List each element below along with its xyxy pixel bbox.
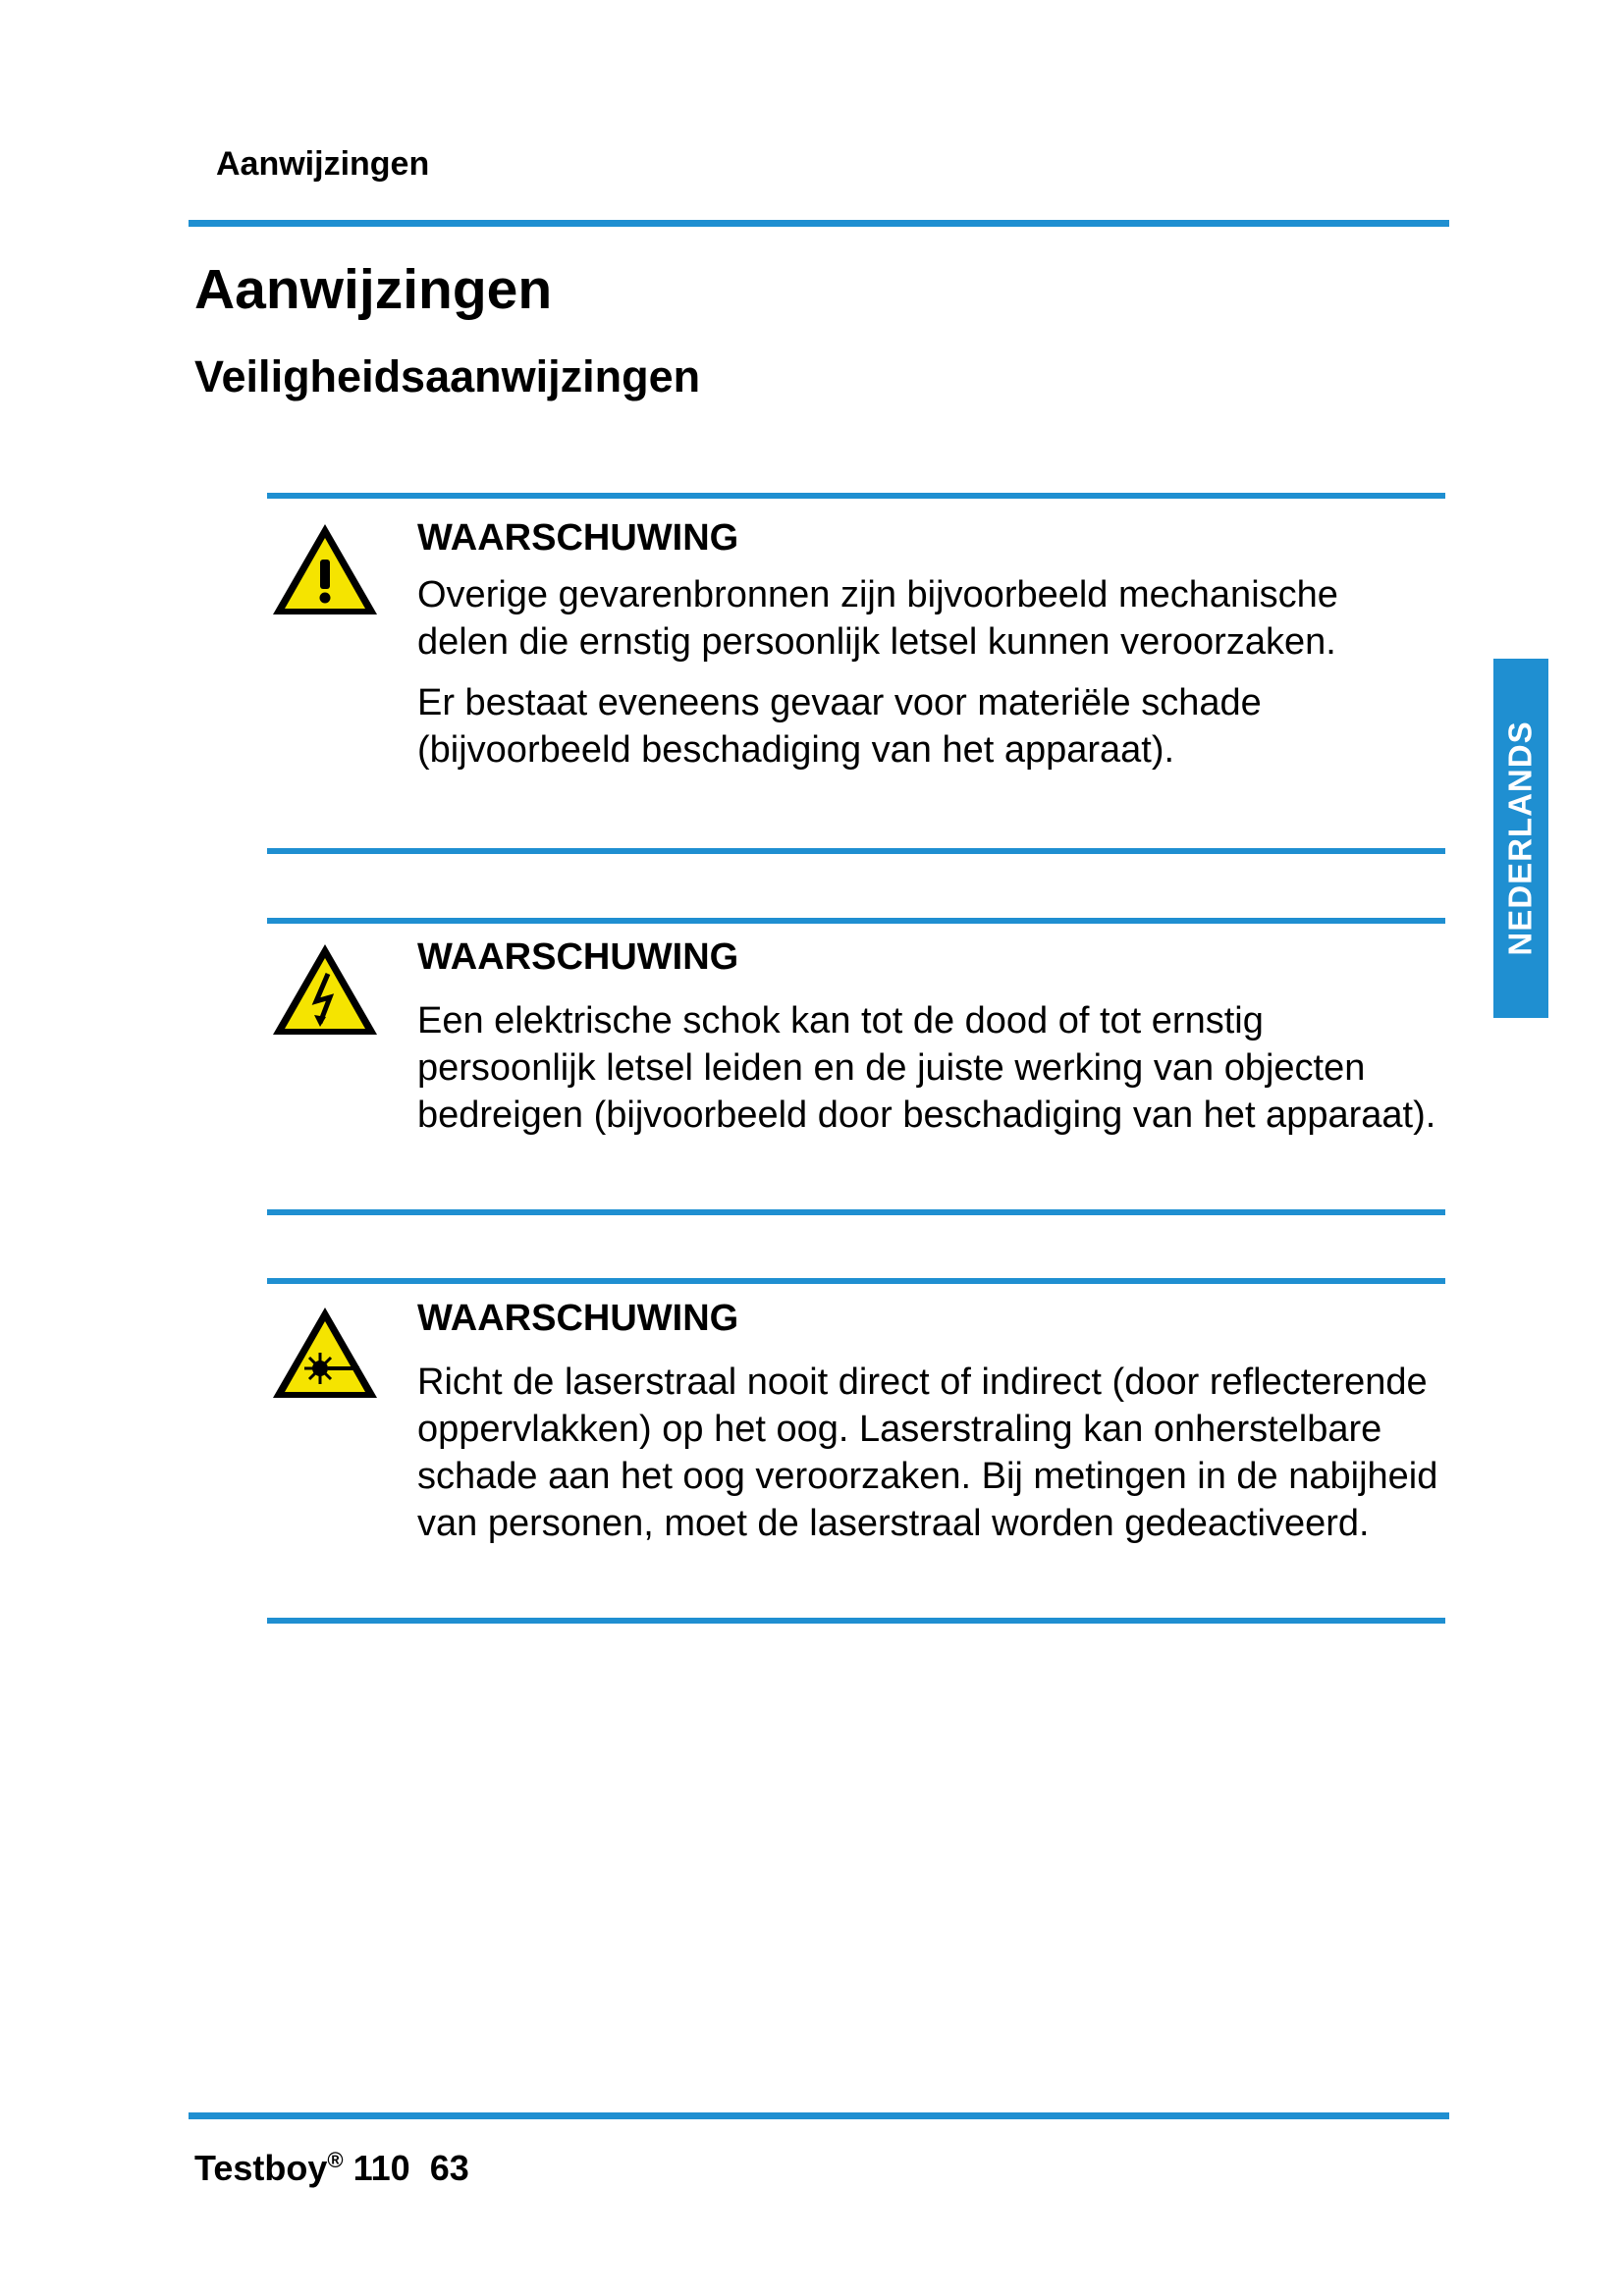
section-subtitle: Veiligheidsaanwijzingen bbox=[194, 351, 701, 401]
warning-text bbox=[417, 997, 1438, 1139]
footer-model: 110 bbox=[352, 2148, 410, 2188]
warning-bottom-rule bbox=[267, 848, 1445, 854]
page-title: Aanwijzingen bbox=[194, 258, 553, 321]
warning-top-rule bbox=[267, 493, 1445, 499]
electric-shock-icon bbox=[269, 940, 381, 1039]
warning-paragraph: Er bestaat eveneens gevaar voor materiële schade (bijvoorbeeld beschadiging van het apparaat). bbox=[417, 682, 1262, 771]
warning-paragraph: Overige gevarenbronnen zijn bijvoorbeeld mechanische delen die ernstig persoonlijk letsel kunnen veroorzaken. bbox=[417, 574, 1338, 663]
footer-brand: Testboy bbox=[194, 2148, 328, 2188]
header-rule bbox=[189, 220, 1449, 227]
warning-bottom-rule bbox=[267, 1209, 1445, 1215]
language-tab bbox=[1493, 659, 1548, 1018]
running-header: Aanwijzingen bbox=[216, 145, 430, 183]
language-tab-label: NEDERLANDS bbox=[1502, 721, 1539, 956]
warning-top-rule bbox=[267, 918, 1445, 924]
warning-top-rule bbox=[267, 1278, 1445, 1284]
warning-text bbox=[417, 1359, 1438, 1547]
warning-paragraph: Een elektrische schok kan tot de dood of tot ernstig persoonlijk letsel leiden en de juiste werking van objecten bedreigen (bijvoorbeeld door beschadiging van het apparaat). bbox=[417, 1000, 1436, 1136]
warning-paragraph: Richt de laserstraal nooit direct of indirect (door reflecterende oppervlakken) op het oog. Laserstraling kan onherstelbare schade aan het oog veroorzaken. Bij metingen in de nabijheid van personen, moet de laserstraal worden gedeactiveerd. bbox=[417, 1362, 1438, 1544]
warning-exclamation-icon bbox=[269, 520, 381, 618]
warning-bottom-rule bbox=[267, 1618, 1445, 1624]
footer bbox=[194, 2148, 469, 2189]
footer-rule bbox=[189, 2112, 1449, 2119]
warning-title: WAARSCHUWING bbox=[417, 517, 739, 559]
warning-title: WAARSCHUWING bbox=[417, 1298, 739, 1339]
registered-mark: ® bbox=[327, 2148, 344, 2172]
warning-title: WAARSCHUWING bbox=[417, 936, 739, 978]
laser-radiation-icon bbox=[269, 1304, 381, 1402]
warning-text bbox=[417, 571, 1438, 774]
page-number: 63 bbox=[429, 2148, 469, 2188]
